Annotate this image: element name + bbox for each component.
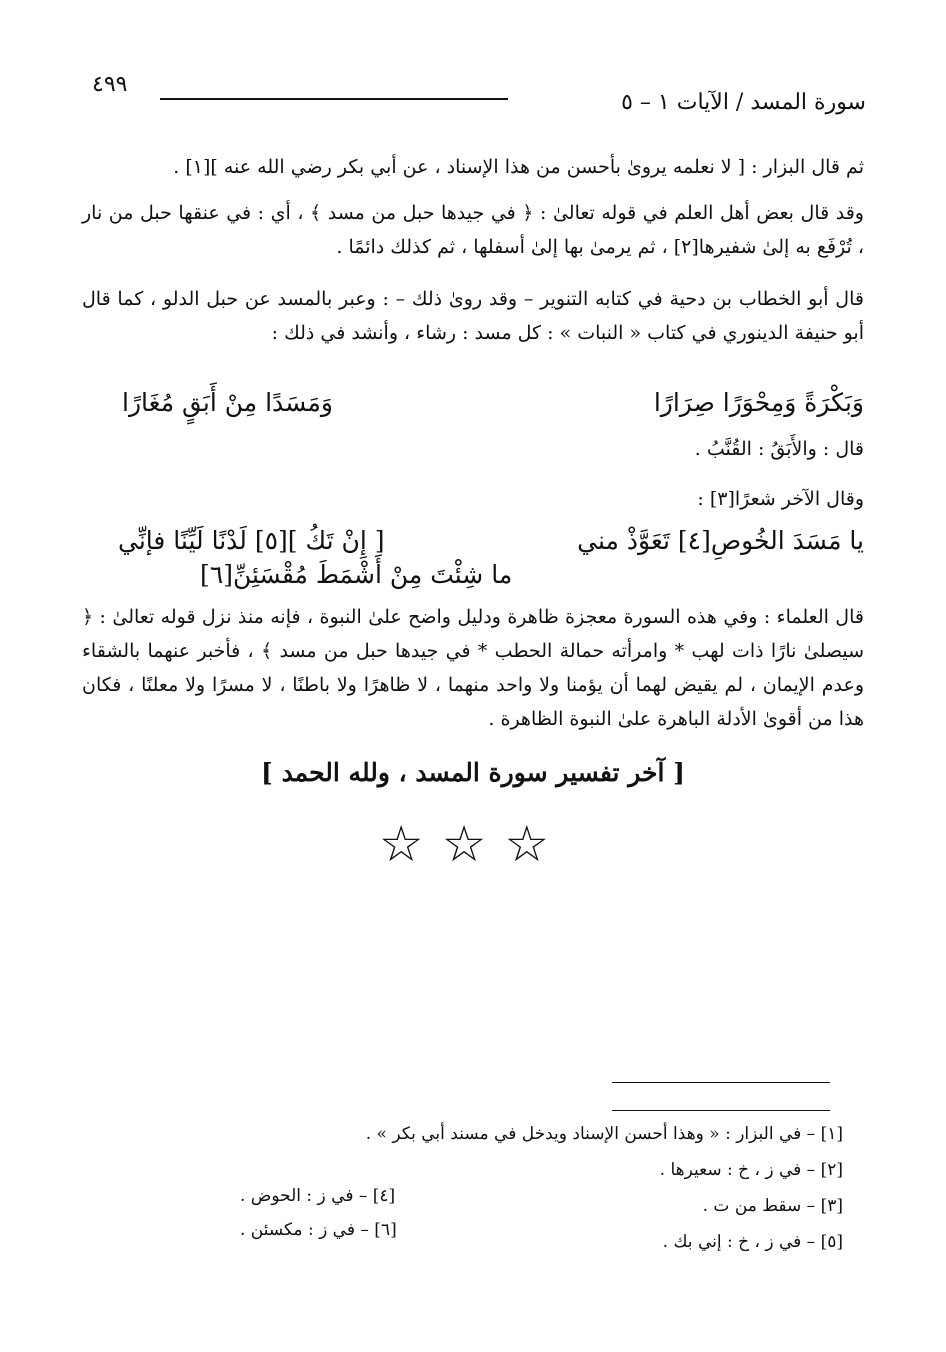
footnote-3: [٣] – سقط من ت . [702,1196,843,1216]
verse-1-first-hemistich: وَبَكْرَةً وَمِحْوَرًا صِرَارًا [653,388,864,417]
closing-statement: [ آخر تفسير سورة المسد ، ولله الحمد ] [261,758,685,787]
footnote-6: [٦] – في ز : مكسئن . [240,1220,397,1240]
header-rule [160,98,508,100]
footnote-1: [١] – في البزار : « وهذا أحسن الإسناد ويدخل في مسند أبي بكر » . [365,1124,843,1144]
paragraph-ulama: قال العلماء : وفي هذه السورة معجزة ظاهرة ودليل واضح علىٰ النبوة ، فإنه منذ نزل قوله تعالىٰ : ﴿ سيصلىٰ نارًا ذات لهب * وامرأته حمالة الحطب * في جيدها حبل من مسد ﴾ ، فأخبر عنهما بالشقاء وعدم الإيمان ، لم يقيض لهما أن يؤمنا ولا واحد منهما ، لا ظاهرًا ولا باطنًا ، لا مسرًا ولا معلنًا ، فكان هذا من أقوىٰ الأدلة الباهرة علىٰ النبوة الظاهرة . [82,606,864,730]
footnote-separator-2 [612,1110,830,1111]
verse-1-second-hemistich: وَمَسَدًا مِنْ أَبَقٍ مُغَارًا [122,388,333,417]
paragraph-ahl-al-ilm: وقد قال بعض أهل العلم في قوله تعالىٰ : ﴿ في جيدها حبل من مسد ﴾ ، أي : في عنقها حبل من نار ، تُرْفَع به إلىٰ شفيرها[٢] ، ثم يرمىٰ بها إلىٰ أسفلها ، ثم كذلك دائمًا . [82,202,864,258]
running-header-title: سورة المسد / الآيات ١ – ٥ [621,90,866,115]
paragraph-ibn-dihya: قال أبو الخطاب بن دحية في كتابه التنوير – وقد روىٰ ذلك – : وعبر بالمسد عن حبل الدلو ، كما قال أبو حنيفة الدينوري في كتاب « النبات » : كل مسد : رشاء ، وأنشد في ذلك : [82,288,864,344]
footnote-5: [٥] – في ز ، خ : إني بك . [662,1232,843,1252]
footnote-4: [٤] – في ز : الحوض . [240,1186,396,1206]
page-number: ٤٩٩ [92,72,128,97]
another-poet-line: وقال الآخر شعرًا[٣] : [697,488,864,510]
star-ornament-icon: ☆☆☆ [378,815,568,873]
abaq-definition-line: قال : والأَبَقُ : القُنَّبُ . [694,438,864,460]
footnote-2: [٢] – في ز ، خ : سعيرها . [659,1160,843,1180]
paragraph-bazzar: ثم قال البزار : [ لا نعلمه يروىٰ بأحسن من هذا الإسناد ، عن أبي بكر رضي الله عنه ][١] . [173,156,864,178]
verse-3-hemistich: ما شِئْتَ مِنْ أَشْمَطَ مُقْسَئِنِّ[٦] [200,560,513,589]
verse-2-second-hemistich: [ إِنْ تَكُ ][٥] لَدْنًا لَيِّنًا فإنِّي [118,526,385,555]
footnote-separator [612,1082,830,1083]
verse-2-first-hemistich: يا مَسَدَ الخُوصِ[٤] تَعَوَّذْ مني [577,526,864,555]
